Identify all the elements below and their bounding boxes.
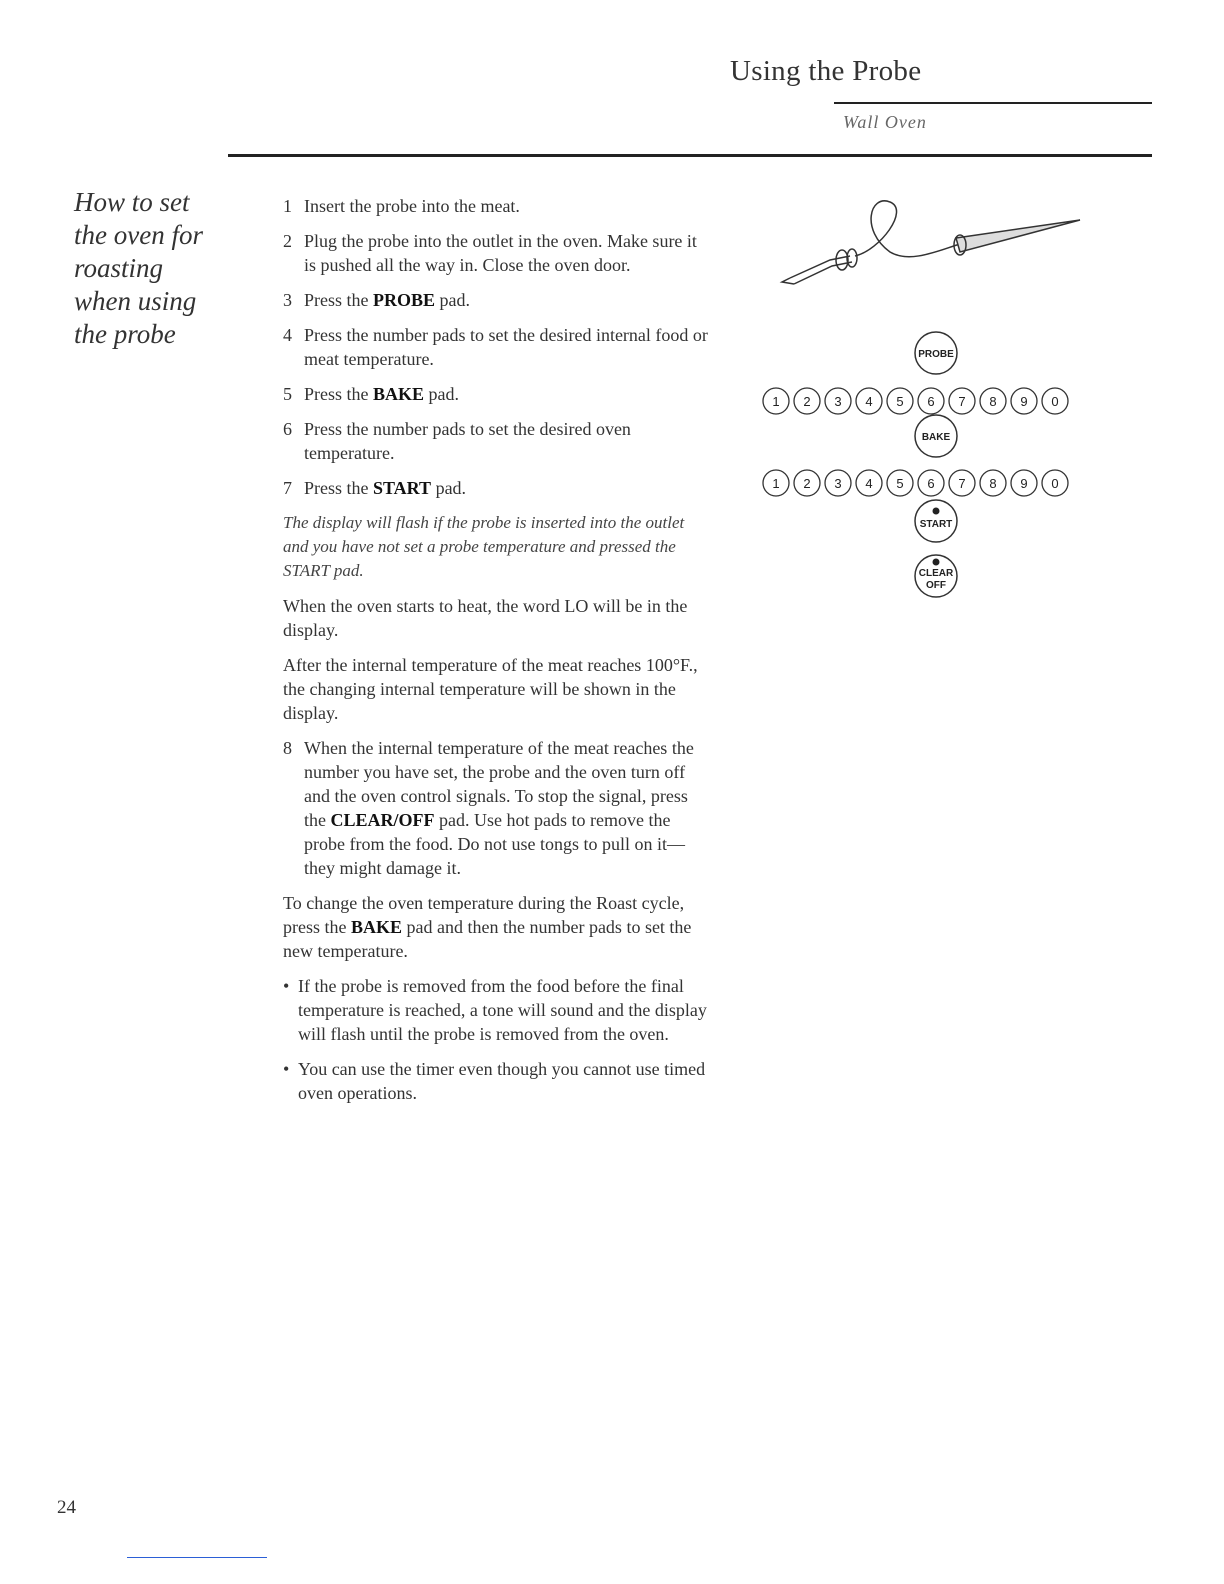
digit-row-2 [763,470,1068,496]
instructions [283,194,713,1116]
step-text [304,384,459,404]
digit-6: 6 [927,394,935,409]
probe-illustration [782,201,1080,284]
digit-7: 7 [958,394,966,409]
digit-4: 4 [865,476,873,491]
digit-2: 2 [803,476,811,491]
digit-4: 4 [865,394,873,409]
step-4 [283,323,713,371]
bullet-text: You can use the timer even though you cannot use timed oven operations. [298,1059,706,1103]
step-number: 7 [283,478,292,498]
step-number: 6 [283,419,292,439]
digit-1: 1 [772,476,780,491]
probe-pad-label: PROBE [373,290,436,310]
section-heading-line: the probe [74,319,176,349]
para-text-pre: To change the oven temperature during the Roast cycle, press the [283,893,685,937]
start-pad-label: START [373,478,432,498]
step-text-post: pad. [435,290,471,310]
step-text [304,738,694,878]
digit-3: 3 [834,476,842,491]
probe-pad-text: PROBE [918,349,954,360]
step-text-post: pad. [431,478,467,498]
step-text [304,478,466,498]
step-7 [283,476,713,500]
step-6 [283,417,713,465]
step-text: Insert the probe into the meat. [304,196,520,216]
clear-off-pad [915,555,957,597]
digit-9: 9 [1020,394,1028,409]
digit-5: 5 [896,476,904,491]
para-text-post: pad and then the number pads to set the new temperature. [283,917,692,961]
bake-pad [915,415,957,457]
probe-pad [915,332,957,374]
digit-9: 9 [1020,476,1028,491]
digit-8: 8 [989,394,997,409]
digit-0: 0 [1051,394,1059,409]
step-3 [283,288,713,312]
step-1 [283,194,713,218]
change-temperature-paragraph [283,891,713,963]
digit-8: 8 [989,476,997,491]
step-5 [283,382,713,406]
step-number: 8 [283,738,292,758]
step-2 [283,229,713,277]
step-number: 5 [283,384,292,404]
step-number: 1 [283,196,292,216]
step-text [304,290,470,310]
step-text: Press the number pads to set the desired internal food or meat temperature. [304,325,708,369]
step-text-pre: Press the [304,478,373,498]
section-heading-line: the oven for [74,220,203,250]
clear-indicator-icon [933,559,940,566]
digit-5: 5 [896,394,904,409]
page-number: 24 [57,1497,76,1518]
digit-row-1 [763,388,1068,414]
footer-line [127,1557,267,1558]
lo-paragraph: When the oven starts to heat, the word LO will be in the display. [283,596,688,640]
step-number: 2 [283,231,292,251]
section-heading-line: when using [74,286,197,316]
flash-note: The display will flash if the probe is inserted into the outlet and you have not set a probe temperature and pressed the START pad. [283,513,685,580]
temperature-paragraph: After the internal temperature of the meat reaches 100°F., the changing internal temperature will be shown in the display. [283,655,698,723]
bullet-item [283,974,713,1046]
bake-pad-label: BAKE [373,384,425,404]
bullet-dot: • [283,976,290,996]
bullet-text: If the probe is removed from the food before the final temperature is reached, a tone will sound and the display will flash until the probe is removed from the oven. [298,976,707,1044]
probe-keypad-illustration [760,190,1120,620]
off-pad-text: OFF [926,580,946,591]
digit-7: 7 [958,476,966,491]
step-text-pre: Press the [304,384,373,404]
clear-off-pad-label: CLEAR/OFF [330,810,435,830]
bullet-dot: • [283,1059,290,1079]
header-rule [834,102,1152,104]
section-heading-line: How to set [74,187,190,217]
step-text: Press the number pads to set the desired oven temperature. [304,419,631,463]
section-rule [228,154,1152,157]
step-text: Plug the probe into the outlet in the oven. Make sure it is pushed all the way in. Close the oven door. [304,231,697,275]
bake-pad-text: BAKE [921,432,951,443]
step-number: 4 [283,325,292,345]
step-text-post: pad. [424,384,460,404]
section-heading [74,186,264,351]
bullet-item [283,1057,713,1105]
step-number: 3 [283,290,292,310]
page-subtitle: Wall Oven [843,112,927,132]
start-pad [915,500,957,542]
start-indicator-icon [933,508,940,515]
digit-0: 0 [1051,476,1059,491]
clear-pad-text: CLEAR [918,568,954,579]
bake-pad-label: BAKE [350,917,402,937]
digit-3: 3 [834,394,842,409]
step-text-pre: Press the [304,290,373,310]
step-text-pre: When the internal temperature of the meat reaches the number you have set, the probe and the oven turn off and the oven control signals. To stop the signal, press the [304,738,694,830]
digit-1: 1 [772,394,780,409]
digit-6: 6 [927,476,935,491]
start-pad-text: START [919,519,953,530]
section-heading-line: roasting [74,253,164,283]
digit-2: 2 [803,394,811,409]
step-8 [283,736,713,880]
page-title: Using the Probe [730,55,922,87]
step-text-post: pad. Use hot pads to remove the probe from the food. Do not use tongs to pull on it—they might damage it. [304,810,685,878]
